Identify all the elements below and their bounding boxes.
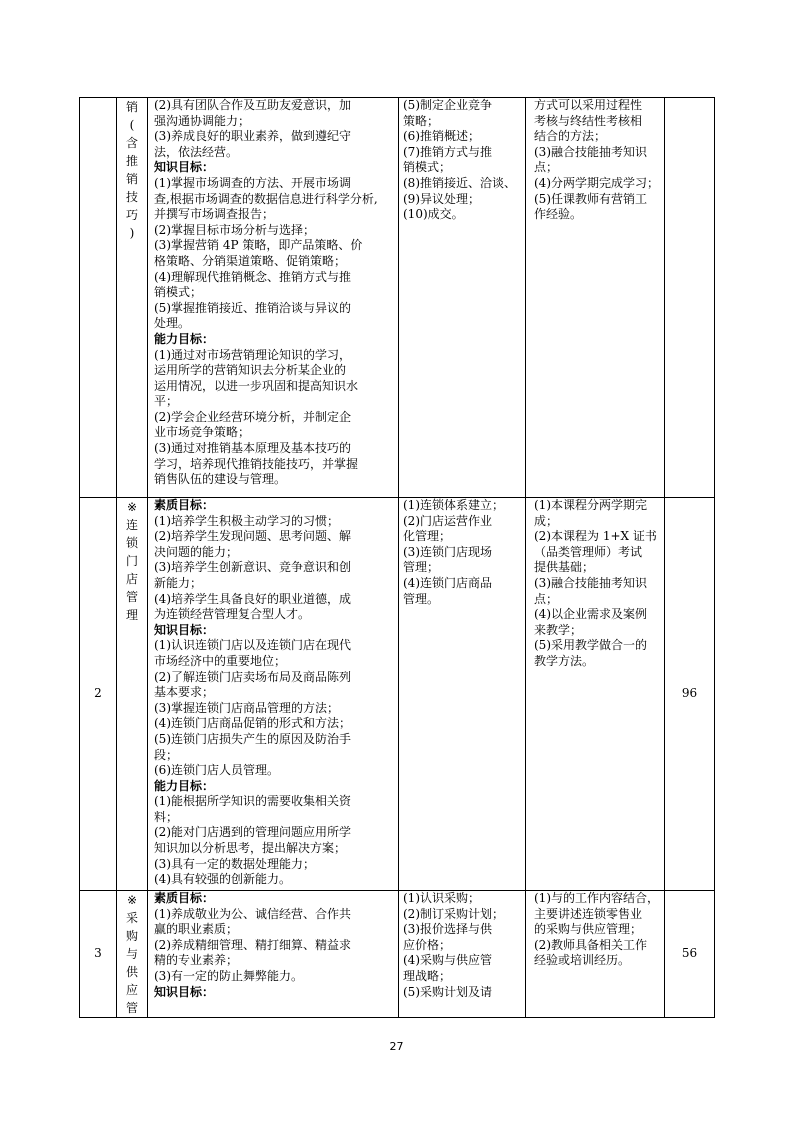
course-topics-cell: [399, 891, 526, 1018]
topic-line: 管理。: [403, 591, 440, 606]
note-line: 点；: [534, 160, 559, 175]
objective-line: 料；: [154, 809, 179, 824]
objective-line: 段；: [154, 747, 179, 762]
topic-line: 应价格；: [403, 937, 452, 952]
objective-line: (1)培养学生积极主动学习的习惯；: [154, 513, 339, 528]
objective-line: (4)理解现代推销概念、推销方式与推: [154, 269, 351, 284]
note-line: 成；: [534, 513, 559, 528]
note-line: 方式可以采用过程性: [534, 98, 643, 112]
course-name-char: 门: [125, 554, 138, 568]
note-line: (4)以企业需求及案例: [534, 607, 647, 622]
course-topics-cell: [399, 98, 526, 498]
objective-line: (3)具有一定的数据处理能力；: [154, 856, 315, 871]
course-name-char: ※: [126, 893, 138, 907]
topic-line: (5)采购计划及请: [403, 984, 492, 999]
course-name-char: 店: [125, 572, 138, 586]
course-name-char: 含: [125, 136, 138, 150]
note-line: 主要讲述连锁零售业: [534, 906, 643, 921]
note-line: 的采购与供应管理；: [534, 922, 643, 937]
course-objectives-cell: [148, 98, 399, 498]
note-line: (3)融合技能抽考知识: [534, 575, 647, 590]
objective-line: 决问题的能力；: [154, 544, 239, 559]
objective-line: 新能力；: [154, 575, 203, 590]
page-number: 27: [389, 1040, 404, 1053]
objective-line: 并撰写市场调查报告；: [154, 207, 275, 222]
objective-line: (6)连锁门店人员管理。: [154, 763, 279, 778]
topic-line: (6)推销概述；: [403, 129, 480, 144]
objective-line: 业市场竞争策略；: [154, 425, 251, 440]
objective-line: 运用所学的营销知识去分析某企业的: [154, 363, 347, 378]
note-line: (2)教师具备相关工作: [534, 937, 647, 952]
topic-line: (4)连锁门店商品: [403, 575, 492, 590]
note-line: (5)采用教学做合一的: [534, 638, 647, 653]
objective-heading: 素质目标：: [154, 498, 215, 512]
topic-line: (9)异议处理；: [403, 191, 480, 206]
note-line: 提供基础；: [534, 560, 595, 575]
objective-line: (2)了解连锁门店卖场布局及商品陈列: [154, 669, 351, 684]
objective-line: (5)掌握推销接近、推销洽谈与异议的: [154, 300, 351, 315]
topic-line: 化管理；: [403, 529, 452, 544]
course-name-char: 锁: [125, 536, 138, 550]
note-line: (2)本课程为 1+X 证书: [534, 529, 657, 544]
topic-line: 销模式；: [403, 160, 452, 175]
objective-line: (1)能根据所学知识的需要收集相关资: [154, 794, 351, 809]
note-line: (1)本课程分两学期完: [534, 498, 647, 512]
course-name-char: 采: [125, 911, 138, 925]
course-name-cell: [117, 498, 148, 891]
topic-line: (1)认识采购；: [403, 891, 480, 905]
course-name-char: ): [129, 226, 135, 240]
objective-heading: 知识目标：: [154, 160, 215, 175]
objective-line: (2)养成精细管理、精打细算、精益求: [154, 937, 351, 952]
course-name-char: 理: [125, 608, 138, 622]
course-name-char: 应: [125, 983, 138, 997]
course-hours-cell: 96: [665, 498, 715, 891]
course-name-char: 销: [125, 172, 138, 186]
objective-line: (1)认识连锁门店以及连锁门店在现代: [154, 638, 351, 653]
objective-line: 处理。: [154, 316, 191, 331]
course-name-char: 与: [125, 947, 138, 961]
objective-line: (4)培养学生具备良好的职业道德，成: [154, 591, 351, 606]
note-line: 经验或培训经历。: [534, 953, 631, 968]
course-name-char: (: [129, 118, 135, 132]
course-name-char: 销: [125, 100, 138, 114]
course-name-char: 连: [125, 518, 138, 532]
course-hours-cell: [665, 98, 715, 498]
course-notes-cell: [526, 498, 665, 891]
objective-heading: 能力目标：: [154, 331, 215, 346]
objective-line: (2)具有团队合作及互助友爱意识，加: [154, 98, 351, 112]
objective-line: 为连锁经营管理复合型人才。: [154, 607, 311, 622]
objective-line: (3)掌握营销 4P 策略，即产品策略、价: [154, 238, 363, 253]
topic-line: (10)成交。: [403, 207, 464, 222]
course-objectives-cell: [148, 498, 399, 891]
objective-heading: 能力目标：: [154, 778, 215, 793]
objective-line: (1)通过对市场营销理论知识的学习，: [154, 347, 351, 362]
topic-line: (3)报价选择与供: [403, 922, 492, 937]
topic-line: (2)门店运营作业: [403, 513, 492, 528]
topic-line: 管理；: [403, 560, 440, 575]
topic-line: (2)制订采购计划；: [403, 906, 504, 921]
objective-line: 运用情况，以进一步巩固和提高知识水: [154, 378, 359, 393]
course-notes-cell: [526, 891, 665, 1018]
course-name-char: 技: [125, 190, 138, 204]
note-line: 教学方法。: [534, 653, 595, 668]
row-number-cell: 3: [80, 891, 117, 1018]
topic-line: (1)连锁体系建立；: [403, 498, 504, 512]
objective-line: 市场经济中的重要地位；: [154, 653, 287, 668]
course-notes-cell: [526, 98, 665, 498]
objective-line: 强沟通协调能力；: [154, 113, 251, 128]
note-line: (4)分两学期完成学习；: [534, 175, 659, 190]
objective-heading: 知识目标：: [154, 622, 215, 637]
objective-line: 精的专业素养；: [154, 953, 239, 968]
note-line: (3)融合技能抽考知识: [534, 144, 647, 159]
row-number-cell: 2: [80, 498, 117, 891]
course-name-char: ※: [126, 500, 138, 514]
objective-line: 学习，培养现代推销技能技巧，并掌握: [154, 456, 359, 471]
row-number-cell: [80, 98, 117, 498]
objective-line: (3)有一定的防止舞弊能力。: [154, 968, 303, 983]
note-line: (1)与的工作内容结合，: [534, 891, 659, 905]
topic-line: (8)推销接近、洽谈、: [403, 175, 516, 190]
course-objectives-cell: [148, 891, 399, 1018]
objective-line: (5)连锁门店损失产生的原因及防治手: [154, 731, 351, 746]
course-name-char: 巧: [125, 208, 138, 222]
objective-line: (1)养成敬业为公、诚信经营、合作共: [154, 906, 351, 921]
course-name-char: 管: [125, 1001, 138, 1015]
objective-line: (2)培养学生发现问题、思考问题、解: [154, 529, 351, 544]
curriculum-table: [79, 97, 715, 1018]
objective-line: (4)连锁门店商品促销的形式和方法；: [154, 716, 351, 731]
objective-line: (4)具有较强的创新能力。: [154, 872, 291, 887]
course-topics-cell: [399, 498, 526, 891]
objective-line: (3)养成良好的职业素养，做到遵纪守: [154, 129, 351, 144]
course-name-cell: [117, 891, 148, 1018]
objective-line: 法，依法经营。: [154, 144, 239, 159]
objective-line: 格策略、分销渠道策略、促销策略；: [154, 253, 347, 268]
course-name-char: 管: [125, 590, 138, 604]
objective-line: (3)培养学生创新意识、竞争意识和创: [154, 560, 351, 575]
note-line: （品类管理师）考试: [534, 544, 643, 559]
topic-line: (5)制定企业竞争: [403, 98, 492, 112]
course-name-char: 供: [125, 965, 138, 979]
topic-line: (4)采购与供应管: [403, 953, 492, 968]
objective-line: 查,根据市场调查的数据信息进行科学分析,: [154, 191, 378, 206]
topic-line: 策略；: [403, 113, 440, 128]
objective-line: 销售队伍的建设与管理。: [154, 472, 287, 487]
topic-line: 理战略；: [403, 968, 452, 983]
topic-line: (3)连锁门店现场: [403, 544, 492, 559]
objective-line: (3)掌握连锁门店商品管理的方法；: [154, 700, 339, 715]
table-row: [80, 498, 715, 891]
note-line: 结合的方法；: [534, 129, 607, 144]
objective-heading: 素质目标：: [154, 891, 215, 905]
note-line: 来教学；: [534, 622, 583, 637]
course-name-char: 购: [125, 929, 138, 943]
objective-line: (3)通过对推销基本原理及基本技巧的: [154, 441, 351, 456]
note-line: 考核与终结性考核相: [534, 113, 643, 128]
table-body: [80, 98, 715, 1018]
course-name-cell: [117, 98, 148, 498]
objective-line: (2)学会企业经营环境分析，并制定企: [154, 409, 351, 424]
objective-line: (2)能对门店遇到的管理问题应用所学: [154, 825, 351, 840]
objective-line: 赢的职业素质；: [154, 922, 239, 937]
objective-line: 销模式；: [154, 285, 203, 300]
note-line: 点；: [534, 591, 559, 606]
objective-line: (1)掌握市场调查的方法、开展市场调: [154, 175, 351, 190]
note-line: (5)任课教师有营销工: [534, 191, 647, 206]
objective-line: 平；: [154, 394, 179, 409]
course-hours-cell: 56: [665, 891, 715, 1018]
objective-line: 基本要求；: [154, 685, 215, 700]
objective-line: 知识加以分析思考，提出解决方案；: [154, 841, 347, 856]
course-name-char: 推: [125, 154, 138, 168]
note-line: 作经验。: [534, 207, 583, 222]
table-row: [80, 891, 715, 1018]
topic-line: (7)推销方式与推: [403, 144, 492, 159]
objective-line: (2)掌握目标市场分析与选择；: [154, 222, 315, 237]
objective-heading: 知识目标：: [154, 984, 215, 999]
table-row: [80, 98, 715, 498]
